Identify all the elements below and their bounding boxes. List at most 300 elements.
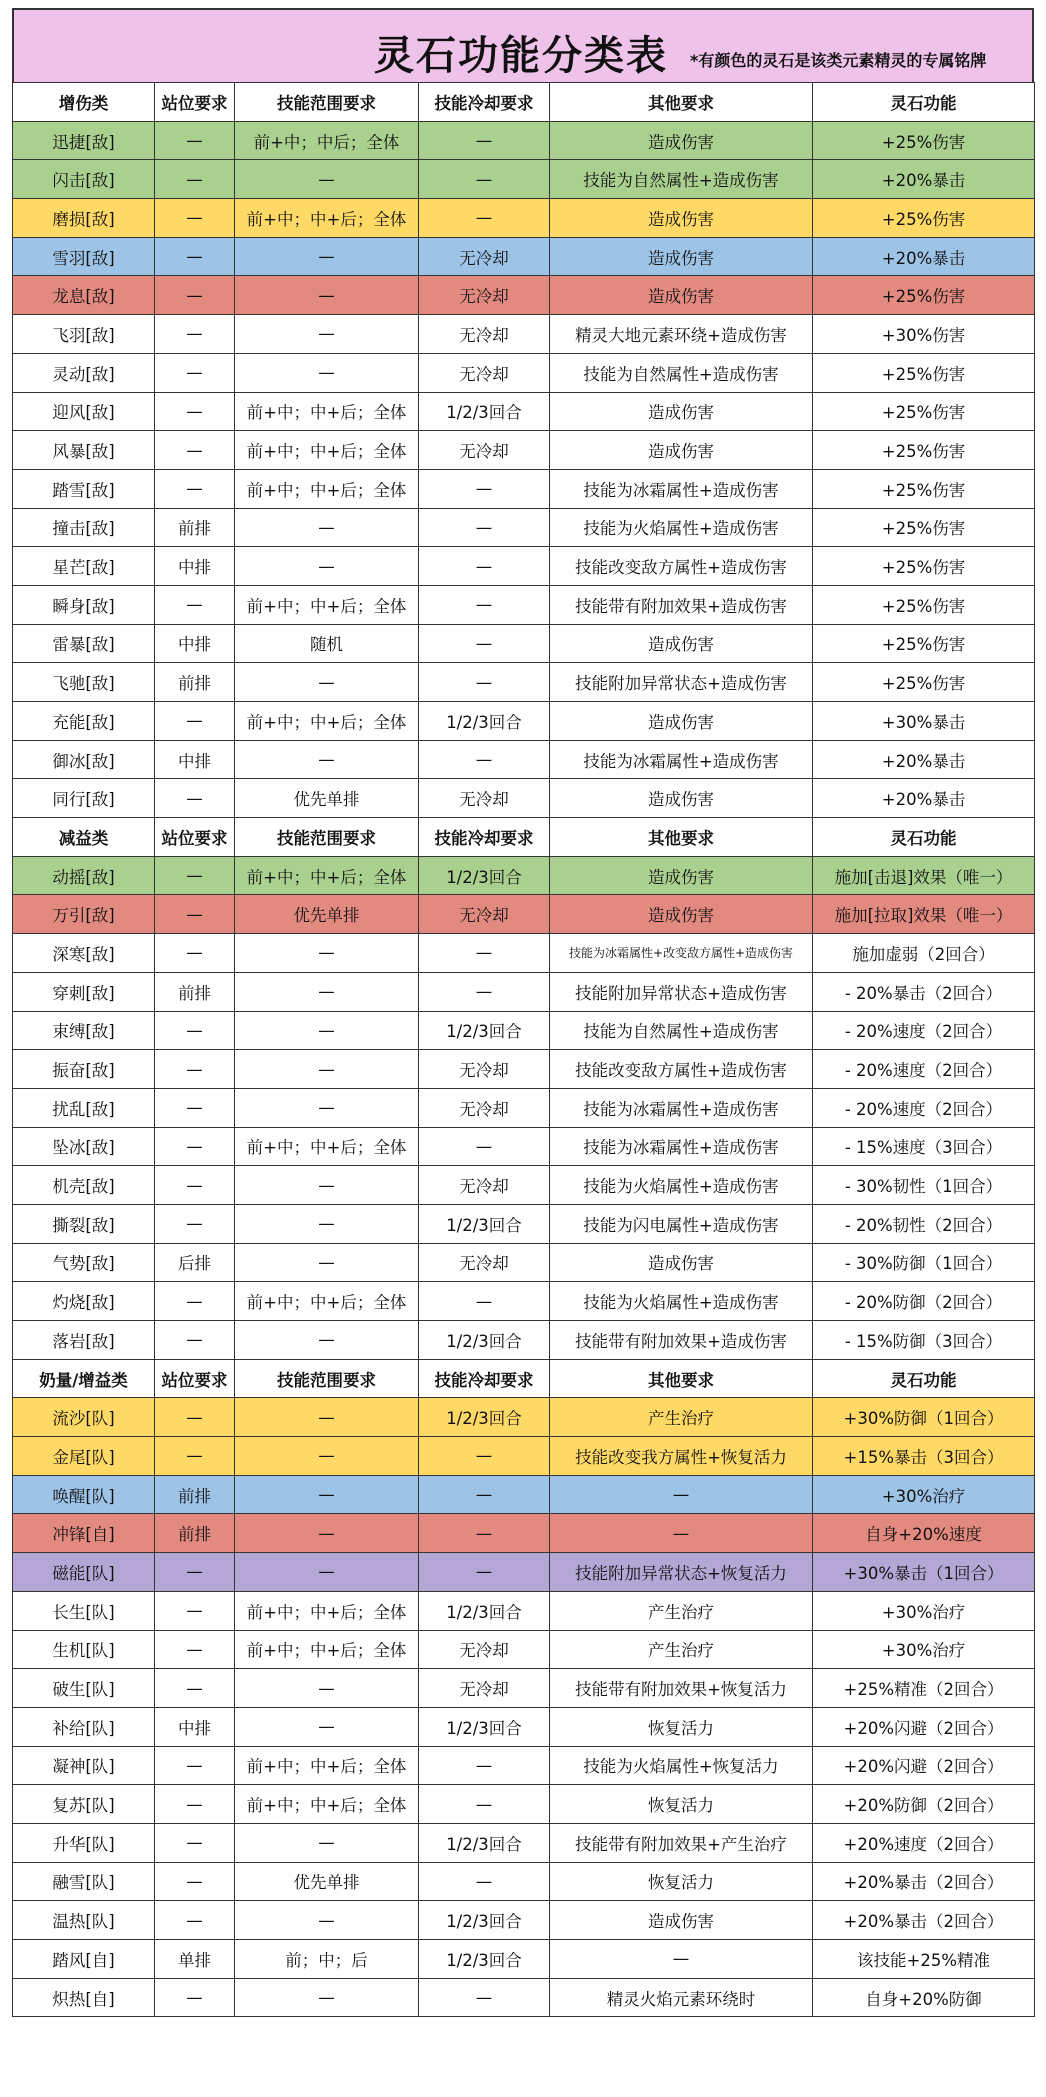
stone-effect: +20%暴击 xyxy=(813,237,1035,276)
position-requirement: — xyxy=(155,779,235,818)
table-row xyxy=(13,237,1035,276)
range-requirement: — xyxy=(235,1514,419,1553)
stone-name: 扰乱[敌] xyxy=(13,1088,155,1127)
other-requirement: 产生治疗 xyxy=(550,1630,813,1669)
stone-effect: +20%暴击（2回合） xyxy=(813,1862,1035,1901)
other-requirement: 造成伤害 xyxy=(550,856,813,895)
stone-effect: +30%暴击（1回合） xyxy=(813,1553,1035,1592)
range-requirement: — xyxy=(235,1243,419,1282)
other-requirement: 技能改变我方属性+恢复活力 xyxy=(550,1437,813,1476)
other-requirement: 精灵大地元素环绕+造成伤害 xyxy=(550,315,813,354)
range-requirement: 前+中；中+后；全体 xyxy=(235,1127,419,1166)
section-header-row xyxy=(13,818,1035,857)
range-requirement: 随机 xyxy=(235,624,419,663)
cooldown-requirement: — xyxy=(419,121,550,160)
header-cooldown-requirement: 技能冷却要求 xyxy=(419,83,550,122)
header-other-requirement: 其他要求 xyxy=(550,818,813,857)
table-row xyxy=(13,431,1035,470)
position-requirement: — xyxy=(155,469,235,508)
stone-name: 龙息[敌] xyxy=(13,276,155,315)
range-requirement: — xyxy=(235,740,419,779)
table-row xyxy=(13,1746,1035,1785)
table-row xyxy=(13,934,1035,973)
stone-effect: +25%伤害 xyxy=(813,663,1035,702)
section-header-row xyxy=(13,1359,1035,1398)
position-requirement: — xyxy=(155,353,235,392)
cooldown-requirement: — xyxy=(419,1437,550,1476)
other-requirement: 技能为火焰属性+恢复活力 xyxy=(550,1746,813,1785)
other-requirement: 造成伤害 xyxy=(550,624,813,663)
cooldown-requirement: 无冷却 xyxy=(419,431,550,470)
classification-table xyxy=(12,82,1035,2017)
position-requirement: 后排 xyxy=(155,1243,235,1282)
stone-name: 同行[敌] xyxy=(13,779,155,818)
cooldown-requirement: — xyxy=(419,1514,550,1553)
table-row xyxy=(13,1204,1035,1243)
position-requirement: — xyxy=(155,1011,235,1050)
table-row xyxy=(13,895,1035,934)
position-requirement: 前排 xyxy=(155,1514,235,1553)
stone-name: 束缚[敌] xyxy=(13,1011,155,1050)
range-requirement: — xyxy=(235,1088,419,1127)
stone-effect: - 20%速度（2回合） xyxy=(813,1050,1035,1089)
cooldown-requirement: 1/2/3回合 xyxy=(419,1204,550,1243)
position-requirement: 前排 xyxy=(155,972,235,1011)
stone-effect: +20%暴击（2回合） xyxy=(813,1901,1035,1940)
stone-name: 飞羽[敌] xyxy=(13,315,155,354)
cooldown-requirement: 无冷却 xyxy=(419,1088,550,1127)
stone-effect: +30%暴击 xyxy=(813,702,1035,741)
other-requirement: 精灵火焰元素环绕时 xyxy=(550,1978,813,2017)
position-requirement: — xyxy=(155,1050,235,1089)
stone-effect: +25%伤害 xyxy=(813,585,1035,624)
stone-effect: 该技能+25%精准 xyxy=(813,1940,1035,1979)
cooldown-requirement: — xyxy=(419,1475,550,1514)
table-row xyxy=(13,1282,1035,1321)
cooldown-requirement: 1/2/3回合 xyxy=(419,1901,550,1940)
position-requirement: 中排 xyxy=(155,740,235,779)
table-row xyxy=(13,121,1035,160)
position-requirement: — xyxy=(155,199,235,238)
stone-effect: - 15%防御（3回合） xyxy=(813,1321,1035,1360)
position-requirement: — xyxy=(155,1088,235,1127)
range-requirement: — xyxy=(235,663,419,702)
other-requirement: 技能为冰霜属性+造成伤害 xyxy=(550,1127,813,1166)
stone-effect: +25%伤害 xyxy=(813,276,1035,315)
range-requirement: — xyxy=(235,1823,419,1862)
stone-name: 振奋[敌] xyxy=(13,1050,155,1089)
table-row xyxy=(13,1940,1035,1979)
cooldown-requirement: 1/2/3回合 xyxy=(419,1011,550,1050)
other-requirement: 技能为火焰属性+造成伤害 xyxy=(550,1282,813,1321)
other-requirement: 技能带有附加效果+恢复活力 xyxy=(550,1669,813,1708)
range-requirement: — xyxy=(235,1321,419,1360)
other-requirement: 技能附加异常状态+造成伤害 xyxy=(550,663,813,702)
stone-name: 御冰[敌] xyxy=(13,740,155,779)
stone-effect: +25%伤害 xyxy=(813,508,1035,547)
table-row xyxy=(13,1514,1035,1553)
table-row xyxy=(13,1707,1035,1746)
table-row xyxy=(13,315,1035,354)
range-requirement: — xyxy=(235,315,419,354)
other-requirement: 造成伤害 xyxy=(550,1243,813,1282)
stone-name: 风暴[敌] xyxy=(13,431,155,470)
stone-effect: +25%伤害 xyxy=(813,199,1035,238)
stone-effect: +20%速度（2回合） xyxy=(813,1823,1035,1862)
range-requirement: 前+中；中+后；全体 xyxy=(235,702,419,741)
stone-effect: +25%伤害 xyxy=(813,353,1035,392)
range-requirement: — xyxy=(235,1901,419,1940)
position-requirement: 前排 xyxy=(155,1475,235,1514)
table-row xyxy=(13,392,1035,431)
range-requirement: — xyxy=(235,1669,419,1708)
header-other-requirement: 其他要求 xyxy=(550,83,813,122)
stone-name: 生机[队] xyxy=(13,1630,155,1669)
range-requirement: — xyxy=(235,1437,419,1476)
stone-name: 迎风[敌] xyxy=(13,392,155,431)
stone-name: 磁能[队] xyxy=(13,1553,155,1592)
other-requirement: 造成伤害 xyxy=(550,1901,813,1940)
cooldown-requirement: — xyxy=(419,1978,550,2017)
stone-name: 流沙[队] xyxy=(13,1398,155,1437)
cooldown-requirement: — xyxy=(419,1282,550,1321)
stone-effect: +30%治疗 xyxy=(813,1630,1035,1669)
stone-name: 金尾[队] xyxy=(13,1437,155,1476)
stone-effect: 施加[击退]效果（唯一） xyxy=(813,856,1035,895)
cooldown-requirement: — xyxy=(419,934,550,973)
other-requirement: 造成伤害 xyxy=(550,702,813,741)
stone-effect: +25%伤害 xyxy=(813,624,1035,663)
stone-name: 闪击[敌] xyxy=(13,160,155,199)
cooldown-requirement: — xyxy=(419,547,550,586)
table-row xyxy=(13,1591,1035,1630)
stone-name: 灼烧[敌] xyxy=(13,1282,155,1321)
table-row xyxy=(13,1088,1035,1127)
cooldown-requirement: — xyxy=(419,508,550,547)
stone-effect: - 20%防御（2回合） xyxy=(813,1282,1035,1321)
header-cooldown-requirement: 技能冷却要求 xyxy=(419,1359,550,1398)
spirit-stone-sheet xyxy=(12,8,1034,2017)
cooldown-requirement: 1/2/3回合 xyxy=(419,1591,550,1630)
other-requirement: 技能为冰霜属性+改变敌方属性+造成伤害 xyxy=(550,934,813,973)
stone-name: 坠冰[敌] xyxy=(13,1127,155,1166)
stone-name: 雪羽[敌] xyxy=(13,237,155,276)
other-requirement: — xyxy=(550,1475,813,1514)
other-requirement: 造成伤害 xyxy=(550,276,813,315)
stone-effect: - 20%暴击（2回合） xyxy=(813,972,1035,1011)
table-row xyxy=(13,624,1035,663)
stone-name: 机壳[敌] xyxy=(13,1166,155,1205)
stone-effect: +20%暴击 xyxy=(813,740,1035,779)
other-requirement: 造成伤害 xyxy=(550,121,813,160)
other-requirement: 造成伤害 xyxy=(550,392,813,431)
header-cooldown-requirement: 技能冷却要求 xyxy=(419,818,550,857)
cooldown-requirement: 无冷却 xyxy=(419,1669,550,1708)
position-requirement: — xyxy=(155,121,235,160)
stone-name: 炽热[自] xyxy=(13,1978,155,2017)
position-requirement: — xyxy=(155,1901,235,1940)
position-requirement: — xyxy=(155,160,235,199)
range-requirement: — xyxy=(235,547,419,586)
cooldown-requirement: — xyxy=(419,1553,550,1592)
range-requirement: 前+中；中+后；全体 xyxy=(235,469,419,508)
range-requirement: — xyxy=(235,276,419,315)
position-requirement: 中排 xyxy=(155,624,235,663)
range-requirement: 前+中；中+后；全体 xyxy=(235,1785,419,1824)
other-requirement: 技能附加异常状态+恢复活力 xyxy=(550,1553,813,1592)
range-requirement: 前+中；中+后；全体 xyxy=(235,1746,419,1785)
stone-name: 万引[敌] xyxy=(13,895,155,934)
table-row xyxy=(13,547,1035,586)
position-requirement: — xyxy=(155,895,235,934)
stone-name: 融雪[队] xyxy=(13,1862,155,1901)
other-requirement: 技能为火焰属性+造成伤害 xyxy=(550,1166,813,1205)
other-requirement: 造成伤害 xyxy=(550,237,813,276)
table-row xyxy=(13,663,1035,702)
stone-effect: 施加[拉取]效果（唯一） xyxy=(813,895,1035,934)
stone-effect: - 15%速度（3回合） xyxy=(813,1127,1035,1166)
table-row xyxy=(13,1553,1035,1592)
table-row xyxy=(13,1398,1035,1437)
stone-effect: 自身+20%防御 xyxy=(813,1978,1035,2017)
cooldown-requirement: 1/2/3回合 xyxy=(419,392,550,431)
title-bar xyxy=(12,8,1034,82)
header-position-requirement: 站位要求 xyxy=(155,818,235,857)
stone-name: 飞驰[敌] xyxy=(13,663,155,702)
header-stone-effect: 灵石功能 xyxy=(813,818,1035,857)
stone-name: 雷暴[敌] xyxy=(13,624,155,663)
stone-effect: +20%暴击 xyxy=(813,779,1035,818)
cooldown-requirement: — xyxy=(419,160,550,199)
cooldown-requirement: — xyxy=(419,972,550,1011)
cooldown-requirement: — xyxy=(419,740,550,779)
range-requirement: 前+中；中+后；全体 xyxy=(235,1591,419,1630)
position-requirement: — xyxy=(155,585,235,624)
cooldown-requirement: — xyxy=(419,199,550,238)
range-requirement: — xyxy=(235,934,419,973)
cooldown-requirement: 无冷却 xyxy=(419,353,550,392)
stone-name: 复苏[队] xyxy=(13,1785,155,1824)
table-row xyxy=(13,1823,1035,1862)
header-stone-name: 增伤类 xyxy=(13,83,155,122)
cooldown-requirement: 1/2/3回合 xyxy=(419,1707,550,1746)
position-requirement: 单排 xyxy=(155,1940,235,1979)
range-requirement: 优先单排 xyxy=(235,779,419,818)
stone-name: 穿刺[敌] xyxy=(13,972,155,1011)
range-requirement: 前+中；中+后；全体 xyxy=(235,392,419,431)
cooldown-requirement: 无冷却 xyxy=(419,1050,550,1089)
position-requirement: — xyxy=(155,1166,235,1205)
cooldown-requirement: 无冷却 xyxy=(419,1166,550,1205)
table-row xyxy=(13,353,1035,392)
position-requirement: — xyxy=(155,1553,235,1592)
header-stone-name: 减益类 xyxy=(13,818,155,857)
other-requirement: 产生治疗 xyxy=(550,1398,813,1437)
page-title: 灵石功能分类表 xyxy=(374,33,668,79)
position-requirement: 前排 xyxy=(155,508,235,547)
cooldown-requirement: — xyxy=(419,663,550,702)
other-requirement: 技能为自然属性+造成伤害 xyxy=(550,353,813,392)
cooldown-requirement: — xyxy=(419,585,550,624)
position-requirement: — xyxy=(155,1862,235,1901)
stone-effect: - 30%韧性（1回合） xyxy=(813,1166,1035,1205)
stone-effect: +30%伤害 xyxy=(813,315,1035,354)
other-requirement: 产生治疗 xyxy=(550,1591,813,1630)
position-requirement: — xyxy=(155,1978,235,2017)
range-requirement: — xyxy=(235,508,419,547)
range-requirement: 前；中；后 xyxy=(235,1940,419,1979)
position-requirement: — xyxy=(155,1746,235,1785)
range-requirement: — xyxy=(235,1553,419,1592)
stone-name: 动摇[敌] xyxy=(13,856,155,895)
table-row xyxy=(13,508,1035,547)
range-requirement: — xyxy=(235,1166,419,1205)
stone-effect: +30%治疗 xyxy=(813,1475,1035,1514)
header-range-requirement: 技能范围要求 xyxy=(235,1359,419,1398)
table-row xyxy=(13,160,1035,199)
position-requirement: — xyxy=(155,431,235,470)
position-requirement: — xyxy=(155,1669,235,1708)
range-requirement: 前+中；中+后；全体 xyxy=(235,431,419,470)
stone-effect: - 20%速度（2回合） xyxy=(813,1011,1035,1050)
position-requirement: 前排 xyxy=(155,663,235,702)
header-position-requirement: 站位要求 xyxy=(155,83,235,122)
stone-name: 破生[队] xyxy=(13,1669,155,1708)
position-requirement: — xyxy=(155,1204,235,1243)
other-requirement: 技能为冰霜属性+造成伤害 xyxy=(550,740,813,779)
table-row xyxy=(13,856,1035,895)
other-requirement: 造成伤害 xyxy=(550,895,813,934)
stone-name: 深寒[敌] xyxy=(13,934,155,973)
position-requirement: — xyxy=(155,237,235,276)
stone-name: 唤醒[队] xyxy=(13,1475,155,1514)
stone-effect: +25%伤害 xyxy=(813,469,1035,508)
table-row xyxy=(13,1630,1035,1669)
range-requirement: — xyxy=(235,353,419,392)
position-requirement: — xyxy=(155,1630,235,1669)
position-requirement: — xyxy=(155,1785,235,1824)
other-requirement: 技能带有附加效果+产生治疗 xyxy=(550,1823,813,1862)
stone-name: 凝神[队] xyxy=(13,1746,155,1785)
table-row xyxy=(13,1862,1035,1901)
position-requirement: 中排 xyxy=(155,1707,235,1746)
stone-effect: +20%闪避（2回合） xyxy=(813,1746,1035,1785)
range-requirement: 前+中；中+后；全体 xyxy=(235,856,419,895)
position-requirement: — xyxy=(155,1437,235,1476)
position-requirement: — xyxy=(155,856,235,895)
other-requirement: 技能带有附加效果+造成伤害 xyxy=(550,585,813,624)
cooldown-requirement: 无冷却 xyxy=(419,895,550,934)
other-requirement: 技能附加异常状态+造成伤害 xyxy=(550,972,813,1011)
position-requirement: — xyxy=(155,934,235,973)
position-requirement: — xyxy=(155,1398,235,1437)
stone-name: 冲锋[自] xyxy=(13,1514,155,1553)
position-requirement: 中排 xyxy=(155,547,235,586)
stone-name: 迅捷[敌] xyxy=(13,121,155,160)
range-requirement: — xyxy=(235,1398,419,1437)
other-requirement: 造成伤害 xyxy=(550,779,813,818)
table-row xyxy=(13,1050,1035,1089)
position-requirement: — xyxy=(155,1127,235,1166)
position-requirement: — xyxy=(155,276,235,315)
table-row xyxy=(13,1166,1035,1205)
stone-effect: 自身+20%速度 xyxy=(813,1514,1035,1553)
table-row xyxy=(13,1901,1035,1940)
other-requirement: 造成伤害 xyxy=(550,431,813,470)
cooldown-requirement: 1/2/3回合 xyxy=(419,1321,550,1360)
stone-effect: +25%精准（2回合） xyxy=(813,1669,1035,1708)
stone-name: 磨损[敌] xyxy=(13,199,155,238)
other-requirement: 技能为自然属性+造成伤害 xyxy=(550,1011,813,1050)
cooldown-requirement: — xyxy=(419,1785,550,1824)
table-row xyxy=(13,199,1035,238)
cooldown-requirement: 1/2/3回合 xyxy=(419,856,550,895)
cooldown-requirement: 1/2/3回合 xyxy=(419,1823,550,1862)
table-row xyxy=(13,469,1035,508)
stone-name: 瞬身[敌] xyxy=(13,585,155,624)
range-requirement: — xyxy=(235,972,419,1011)
stone-effect: - 30%防御（1回合） xyxy=(813,1243,1035,1282)
cooldown-requirement: — xyxy=(419,1746,550,1785)
cooldown-requirement: 无冷却 xyxy=(419,1243,550,1282)
range-requirement: 优先单排 xyxy=(235,895,419,934)
table-row xyxy=(13,740,1035,779)
header-position-requirement: 站位要求 xyxy=(155,1359,235,1398)
stone-effect: +25%伤害 xyxy=(813,121,1035,160)
table-row xyxy=(13,276,1035,315)
other-requirement: 技能为自然属性+造成伤害 xyxy=(550,160,813,199)
title-note: *有颜色的灵石是该类元素精灵的专属铭牌 xyxy=(690,51,987,70)
table-row xyxy=(13,1475,1035,1514)
range-requirement: — xyxy=(235,1050,419,1089)
cooldown-requirement: 1/2/3回合 xyxy=(419,1398,550,1437)
header-range-requirement: 技能范围要求 xyxy=(235,83,419,122)
stone-effect: 施加虚弱（2回合） xyxy=(813,934,1035,973)
stone-name: 落岩[敌] xyxy=(13,1321,155,1360)
other-requirement: 造成伤害 xyxy=(550,199,813,238)
other-requirement: 恢复活力 xyxy=(550,1785,813,1824)
position-requirement: — xyxy=(155,1321,235,1360)
table-row xyxy=(13,1011,1035,1050)
cooldown-requirement: — xyxy=(419,469,550,508)
cooldown-requirement: 1/2/3回合 xyxy=(419,1940,550,1979)
stone-effect: +25%伤害 xyxy=(813,392,1035,431)
table-row xyxy=(13,1437,1035,1476)
range-requirement: — xyxy=(235,237,419,276)
header-range-requirement: 技能范围要求 xyxy=(235,818,419,857)
other-requirement: 技能为闪电属性+造成伤害 xyxy=(550,1204,813,1243)
stone-name: 星芒[敌] xyxy=(13,547,155,586)
table-row xyxy=(13,1127,1035,1166)
other-requirement: — xyxy=(550,1514,813,1553)
other-requirement: 技能改变敌方属性+造成伤害 xyxy=(550,1050,813,1089)
table-row xyxy=(13,1785,1035,1824)
stone-effect: +20%防御（2回合） xyxy=(813,1785,1035,1824)
range-requirement: — xyxy=(235,1011,419,1050)
stone-name: 气势[敌] xyxy=(13,1243,155,1282)
table-row xyxy=(13,1978,1035,2017)
stone-name: 充能[敌] xyxy=(13,702,155,741)
header-stone-name: 奶量/增益类 xyxy=(13,1359,155,1398)
stone-name: 升华[队] xyxy=(13,1823,155,1862)
stone-name: 温热[队] xyxy=(13,1901,155,1940)
table-row xyxy=(13,779,1035,818)
stone-effect: +30%治疗 xyxy=(813,1591,1035,1630)
stone-effect: +15%暴击（3回合） xyxy=(813,1437,1035,1476)
stone-effect: - 20%韧性（2回合） xyxy=(813,1204,1035,1243)
position-requirement: — xyxy=(155,392,235,431)
range-requirement: — xyxy=(235,1978,419,2017)
